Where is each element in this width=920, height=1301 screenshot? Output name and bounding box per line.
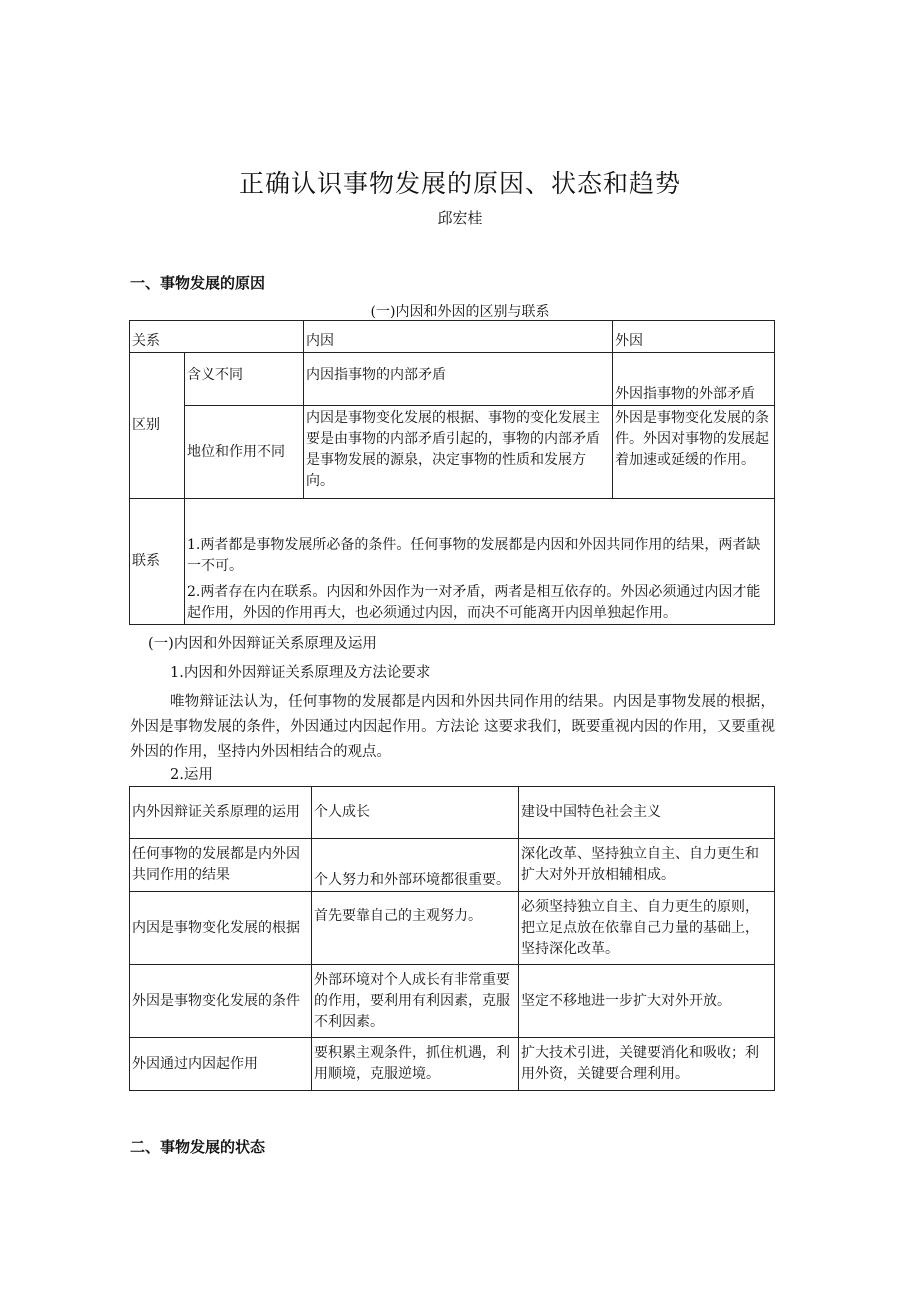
table-cell: 首先要靠自己的主观努力。 [312, 892, 519, 965]
row-group-label: 区别 [130, 353, 185, 499]
table-cell: 地位和作用不同 [185, 406, 304, 499]
table-cell: 内因是事物变化发展的根据、事物的变化发展主要是由事物的内部矛盾引起的，事物的内部矛盾是事物发展的源泉，决定事物的性质和发展方向。 [304, 406, 613, 499]
body-paragraph: 唯物辩证法认为，任何事物的发展都是内因和外因共同作用的结果。内因是事物发展的根据，外因是事物发展的条件，外因通过内因起作用。方法论 这要求我们，既要重视内因的作用，又要重视外因的作用，坚持内外因相结合的观点。 [130, 694, 775, 760]
table-cell: 内因是事物变化发展的根据 [130, 892, 312, 965]
table-header-cell: 关系 [130, 321, 304, 353]
table-cell: 要积累主观条件，抓住机遇，利用顺境，克服逆境。 [312, 1038, 519, 1091]
table-cell: 深化改革、坚持独立自主、自力更生和扩大对外开放相辅相成。 [519, 839, 775, 892]
subheading-2-2: 2.运用 [170, 767, 213, 783]
row-group-label: 联系 [130, 499, 185, 625]
table-cell: 外因是事物变化发展的条件 [130, 965, 312, 1038]
table-cell: 内因指事物的内部矛盾 [304, 353, 613, 406]
table-cell: 外部环境对个人成长有非常重要的作用，要利用有利因素，克服不利因素。 [312, 965, 519, 1038]
link-point-2: 2.两者存在内在联系。内因和外因作为一对矛盾，两者是相互依存的。外因必须通过内因才能起作用，外因的作用再大，也必须通过内因，而决不可能离开内因单独起作用。 [187, 584, 761, 621]
page-title: 正确认识事物发展的原因、状态和趋势 [238, 169, 681, 198]
application-table [129, 786, 775, 1091]
table-cell: 坚定不移地进一步扩大对外开放。 [519, 965, 775, 1038]
table-cell: 含义不同 [185, 353, 304, 406]
link-point-1: 1.两者都是事物发展所必备的条件。任何事物的发展都是内因和外因共同作用的结果，两者缺一不可。 [187, 537, 761, 574]
table-cell: 扩大技术引进，关键要消化和吸收；利用外资，关键要合理利用。 [519, 1038, 775, 1091]
table-cell: 外因是事物变化发展的条件。外因对事物的发展起着加速或延缓的作用。 [613, 406, 775, 499]
table-cell: 必须坚持独立自主、自力更生的原则，把立足点放在依靠自己力量的基础上，坚持深化改革。 [519, 892, 775, 965]
table1-caption: (一)内因和外因的区别与联系 [370, 304, 550, 320]
table-cell: 外因指事物的外部矛盾 [613, 353, 775, 406]
table-cell: 外因通过内因起作用 [130, 1038, 312, 1091]
table-cell: 任何事物的发展都是内外因共同作用的结果 [130, 839, 312, 892]
table-header-cell: 外因 [613, 321, 775, 353]
section-heading-2: 二、事物发展的状态 [130, 1138, 266, 1156]
table-cell: 个人努力和外部环境都很重要。 [312, 839, 519, 892]
table-cell [185, 499, 775, 625]
table-header-cell: 内因 [304, 321, 613, 353]
table-header-cell: 个人成长 [312, 787, 519, 839]
subheading-2-1: 1.内因和外因辩证关系原理及方法论要求 [170, 665, 431, 681]
cause-comparison-table [129, 320, 775, 625]
section-heading-1: 一、事物发展的原因 [130, 274, 266, 292]
table-header-cell: 建设中国特色社会主义 [519, 787, 775, 839]
author: 邱宏桂 [437, 209, 483, 227]
table-header-cell: 内外因辩证关系原理的运用 [130, 787, 312, 839]
subheading-2: (一)内因和外因辩证关系原理及运用 [148, 636, 377, 652]
